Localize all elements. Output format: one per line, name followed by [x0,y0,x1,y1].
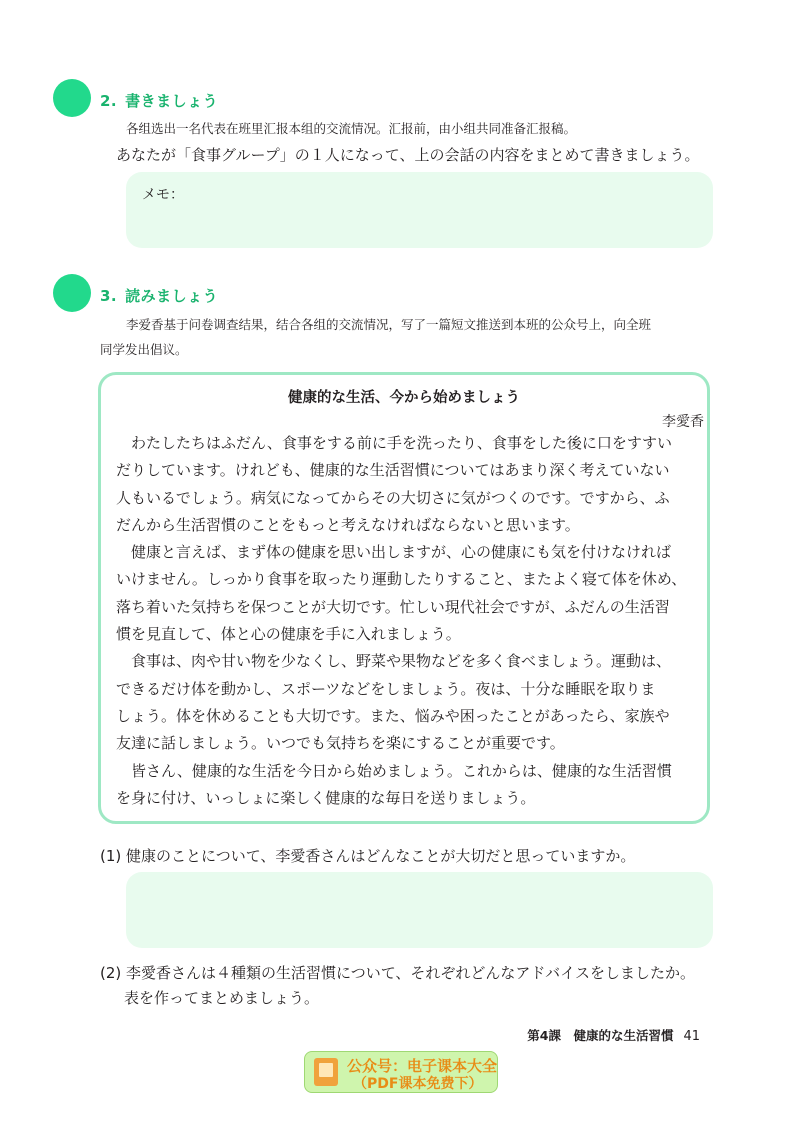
page-footer [527,1026,700,1044]
article-body [116,430,686,812]
section-3-heading [100,285,218,306]
watermark-badge [304,1051,498,1093]
section-3-cn-instruction-line-2: 同学发出倡议。 [100,342,188,357]
answer-box-1[interactable] [126,872,713,948]
section-3-title: 読みましょう [125,287,219,305]
article-line: 健康と言えば、まず体の健康を思い出しますが、心の健康にも気を付けなければ [116,543,672,562]
article-line: 食事は、肉や甘い物を少なくし、野菜や果物などを多く食べましょう。運動は、 [116,652,672,671]
section-2-cn-instruction: 各组选出一名代表在班里汇报本组的交流情况。汇报前，由小组共同准备汇报稿。 [126,121,577,136]
article-line: 人もいるでしょう。病気になってからその大切さに気がつくのです。ですから、ふ [116,488,670,507]
watermark-line-1: 公众号：电子课本大全 [347,1057,498,1075]
page-number: 41 [683,1029,700,1044]
article-line: を身に付け、いっしょに楽しく健康的な毎日を送りましょう。 [116,788,536,807]
book-icon [314,1058,338,1086]
footer-lesson: 第4課 健康的な生活習慣 [527,1028,674,1043]
article-line: いけません。しっかり食事を取ったり運動したりすること、またよく寝て体を休め、 [116,570,687,589]
article-line: だんから生活習慣のことをもっと考えなければならないと思います。 [116,515,580,534]
section-3-number: 3. [100,287,118,305]
article-line: 慣を見直して、体と心の健康を手に入れましょう。 [116,625,461,644]
section-2-heading [100,90,218,111]
article-line: しょう。体を休めることも大切です。また、悩みや困ったことがあったら、家族や [116,706,670,725]
section-3-marker [53,274,91,312]
question-2-line-1: (2) 李愛香さんは４種類の生活習慣について、それぞれどんなアドバイスをしましたか。 [100,964,695,982]
section-2-jp-instruction: あなたが「食事グループ」の１人になって、上の会話の内容をまとめて書きましょう。 [116,146,700,164]
section-3-cn-instruction-line-1: 李爱香基于问卷调查结果，结合各组的交流情况，写了一篇短文推送到本班的公众号上，向全班 [126,317,652,332]
memo-box[interactable] [126,172,713,248]
article-line: だりしています。けれども、健康的な生活習慣についてはあまり深く考えていない [116,461,670,480]
article-author: 李愛香 [662,414,704,430]
section-2-number: 2. [100,92,118,110]
memo-label: メモ： [142,187,184,203]
question-1: (1) 健康のことについて、李愛香さんはどんなことが大切だと思っていますか。 [100,847,636,865]
question-2-line-2: 表を作ってまとめましょう。 [124,989,320,1007]
article-line: 友達に話しましょう。いつでも気持ちを楽にすることが重要です。 [116,734,565,753]
article-title: 健康的な生活、今から始めましょう [288,390,520,406]
section-2-title: 書きましょう [125,92,219,110]
article-line: 落ち着いた気持ちを保つことが大切です。忙しい現代社会ですが、ふだんの生活習 [116,597,670,616]
watermark-line-2: （PDF课本免费下） [353,1076,483,1092]
article-line: 皆さん、健康的な生活を今日から始めましょう。これからは、健康的な生活習慣 [116,761,672,780]
section-2-marker [53,79,91,117]
article-line: できるだけ体を動かし、スポーツなどをしましょう。夜は、十分な睡眠を取りま [116,679,656,698]
article-line: わたしたちはふだん、食事をする前に手を洗ったり、食事をした後に口をすすい [116,434,673,452]
